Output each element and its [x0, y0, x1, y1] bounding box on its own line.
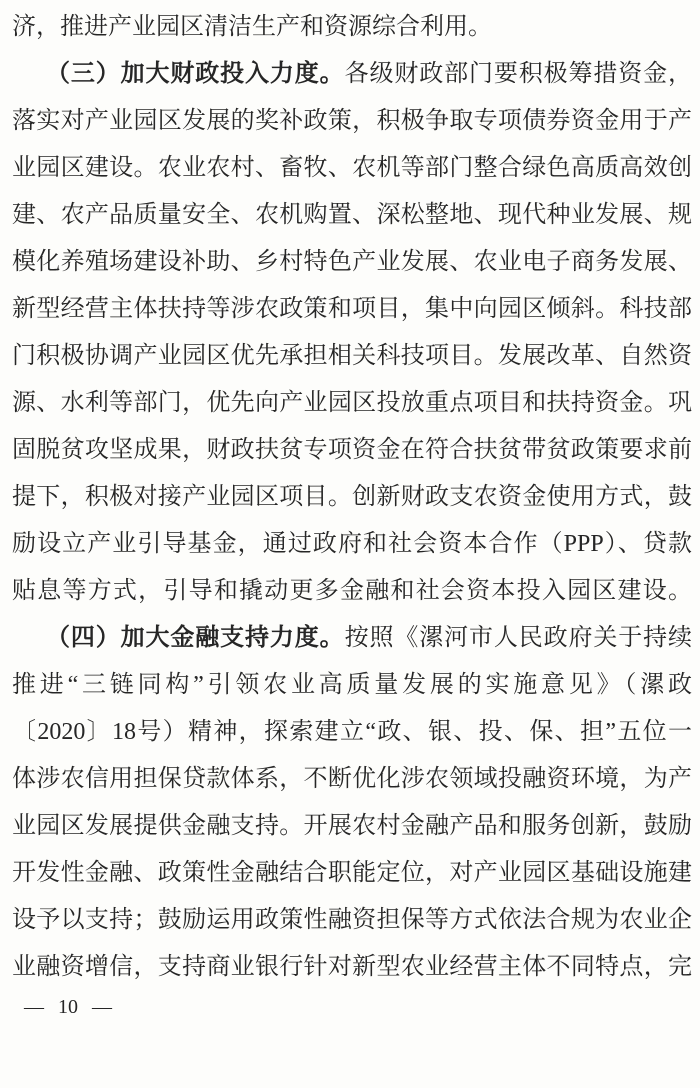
text-line: 开发性金融、政策性金融结合职能定位，对产业园区基础设施建: [12, 860, 692, 886]
text-line: （四）加大金融支持力度。按照《漯河市人民政府关于持续: [46, 625, 692, 651]
text-line: 业园区发展提供金融支持。开展农村金融产品和服务创新，鼓励: [12, 813, 692, 839]
text-line: 模化养殖场建设补助、乡村特色产业发展、农业电子商务发展、: [12, 249, 692, 275]
text-line: 门积极协调产业园区优先承担相关科技项目。发展改革、自然资: [12, 343, 692, 369]
text-line: 建、农产品质量安全、农机购置、深松整地、现代种业发展、规: [12, 202, 692, 228]
text-line: 励设立产业引导基金，通过政府和社会资本合作（PPP）、贷款: [12, 531, 692, 557]
paragraph-heading: （四）加大金融支持力度。: [46, 625, 345, 651]
text-line: 贴息等方式，引导和撬动更多金融和社会资本投入园区建设。: [12, 578, 692, 604]
text-line: 推进“三链同构”引领农业高质量发展的实施意见》（漯政: [12, 672, 692, 698]
text-line: 提下，积极对接产业园区项目。创新财政支农资金使用方式，鼓: [12, 484, 692, 510]
text-line: 体涉农信用担保贷款体系，不断优化涉农领域投融资环境，为产: [12, 766, 692, 792]
page-footer: [24, 992, 112, 1022]
paragraph-heading: （三）加大财政投入力度。: [46, 61, 345, 87]
text-line: 设予以支持；鼓励运用政策性融资担保等方式依法合规为农业企: [12, 907, 692, 933]
text-line: 落实对产业园区发展的奖补政策，积极争取专项债券资金用于产: [12, 108, 692, 134]
text-line: 新型经营主体扶持等涉农政策和项目，集中向园区倾斜。科技部: [12, 296, 692, 322]
text-line: 源、水利等部门，优先向产业园区投放重点项目和扶持资金。巩: [12, 390, 692, 416]
body-text: [12, 4, 692, 991]
page-number: — 10 —: [24, 996, 112, 1018]
text-line: 〔2020〕18号）精神，探索建立“政、银、投、保、担”五位一: [12, 719, 692, 745]
text-line: 固脱贫攻坚成果，财政扶贫专项资金在符合扶贫带贫政策要求前: [12, 437, 692, 463]
text-line: 业园区建设。农业农村、畜牧、农机等部门整合绿色高质高效创: [12, 155, 692, 181]
text-line: （三）加大财政投入力度。各级财政部门要积极筹措资金，: [46, 61, 692, 87]
text-line: 济，推进产业园区清洁生产和资源综合利用。: [12, 14, 492, 40]
text-line: 业融资增信，支持商业银行针对新型农业经营主体不同特点，完: [12, 954, 692, 980]
